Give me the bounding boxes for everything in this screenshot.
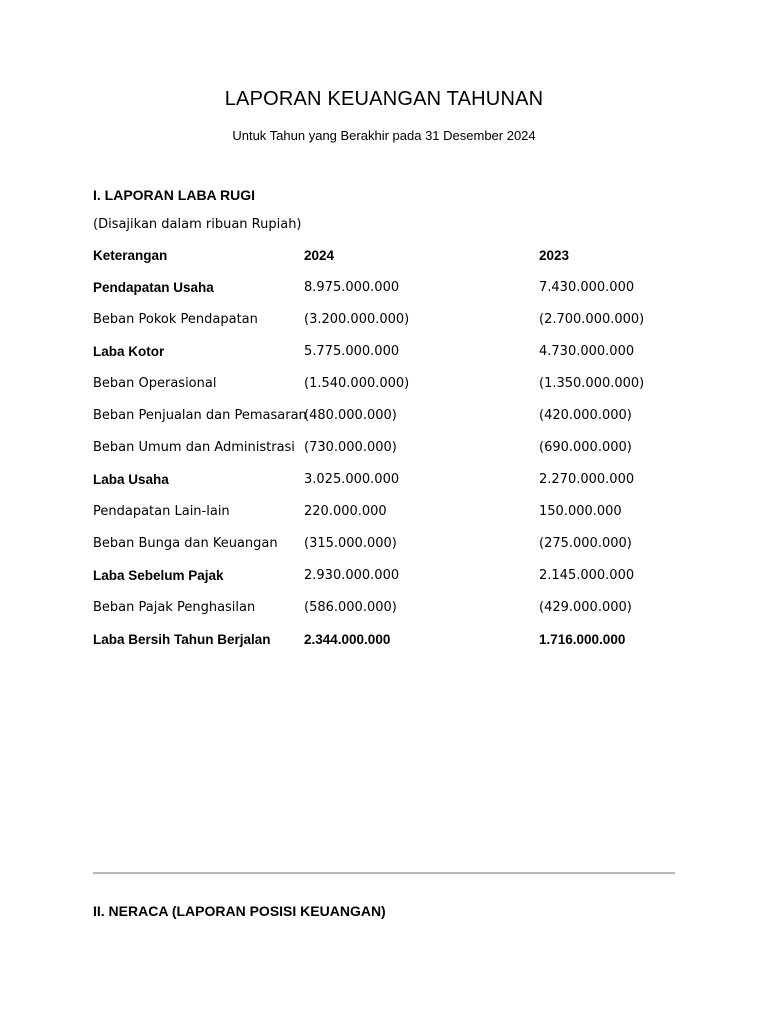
table-body (93, 272, 693, 656)
row-value-2024: 8.975.000.000 (304, 280, 400, 295)
column-header-label: Keterangan (93, 248, 168, 263)
section-heading-balance-sheet: II. NERACA (LAPORAN POSISI KEUANGAN) (93, 903, 386, 919)
row-label: Pendapatan Usaha (93, 280, 214, 295)
table-header-row (93, 240, 693, 272)
row-value-2024: 220.000.000 (304, 504, 387, 519)
row-value-2023: 1.716.000.000 (539, 632, 626, 647)
row-value-2024: (1.540.000.000) (304, 376, 410, 391)
table-row (93, 368, 693, 400)
row-value-2023: 4.730.000.000 (539, 344, 635, 359)
row-label: Pendapatan Lain-lain (93, 504, 230, 519)
row-label: Beban Operasional (93, 376, 217, 391)
row-value-2024: (3.200.000.000) (304, 312, 410, 327)
row-value-2024: (315.000.000) (304, 536, 397, 551)
row-label: Laba Kotor (93, 344, 165, 359)
column-header-2023: 2023 (539, 248, 570, 263)
table-row (93, 304, 693, 336)
row-label: Beban Bunga dan Keuangan (93, 536, 278, 551)
row-value-2024: 5.775.000.000 (304, 344, 400, 359)
row-value-2023: (429.000.000) (539, 600, 632, 615)
table-row (93, 432, 693, 464)
row-value-2023: (1.350.000.000) (539, 376, 645, 391)
table-row (93, 464, 693, 496)
table-row (93, 496, 693, 528)
row-value-2023: (690.000.000) (539, 440, 632, 455)
row-value-2023: 150.000.000 (539, 504, 622, 519)
column-header-2024: 2024 (304, 248, 335, 263)
table-row (93, 624, 693, 656)
unit-note: (Disajikan dalam ribuan Rupiah) (93, 217, 302, 232)
row-value-2023: (275.000.000) (539, 536, 632, 551)
row-value-2024: 2.930.000.000 (304, 568, 400, 583)
row-value-2023: 7.430.000.000 (539, 280, 635, 295)
table-row (93, 400, 693, 432)
document-subtitle: Untuk Tahun yang Berakhir pada 31 Desember 2024 (232, 128, 536, 143)
table-row (93, 592, 693, 624)
row-label: Beban Umum dan Administrasi (93, 440, 295, 455)
section-heading-income-statement: I. LAPORAN LABA RUGI (93, 187, 256, 203)
document-title: LAPORAN KEUANGAN TAHUNAN (224, 88, 544, 110)
row-label: Beban Pokok Pendapatan (93, 312, 258, 327)
income-statement-table (93, 240, 693, 656)
row-value-2023: (420.000.000) (539, 408, 632, 423)
section-divider (93, 872, 675, 874)
table-row (93, 560, 693, 592)
row-value-2024: (730.000.000) (304, 440, 397, 455)
table-row (93, 528, 693, 560)
row-label: Beban Pajak Penghasilan (93, 600, 256, 615)
row-value-2024: (480.000.000) (304, 408, 397, 423)
row-value-2024: (586.000.000) (304, 600, 397, 615)
row-label: Laba Usaha (93, 472, 169, 487)
row-value-2024: 3.025.000.000 (304, 472, 400, 487)
row-value-2023: 2.270.000.000 (539, 472, 635, 487)
row-label: Beban Penjualan dan Pemasaran (93, 408, 307, 423)
row-label: Laba Bersih Tahun Berjalan (93, 632, 271, 647)
row-value-2024: 2.344.000.000 (304, 632, 391, 647)
row-label: Laba Sebelum Pajak (93, 568, 224, 583)
table-row (93, 336, 693, 368)
table-row (93, 272, 693, 304)
row-value-2023: 2.145.000.000 (539, 568, 635, 583)
row-value-2023: (2.700.000.000) (539, 312, 645, 327)
